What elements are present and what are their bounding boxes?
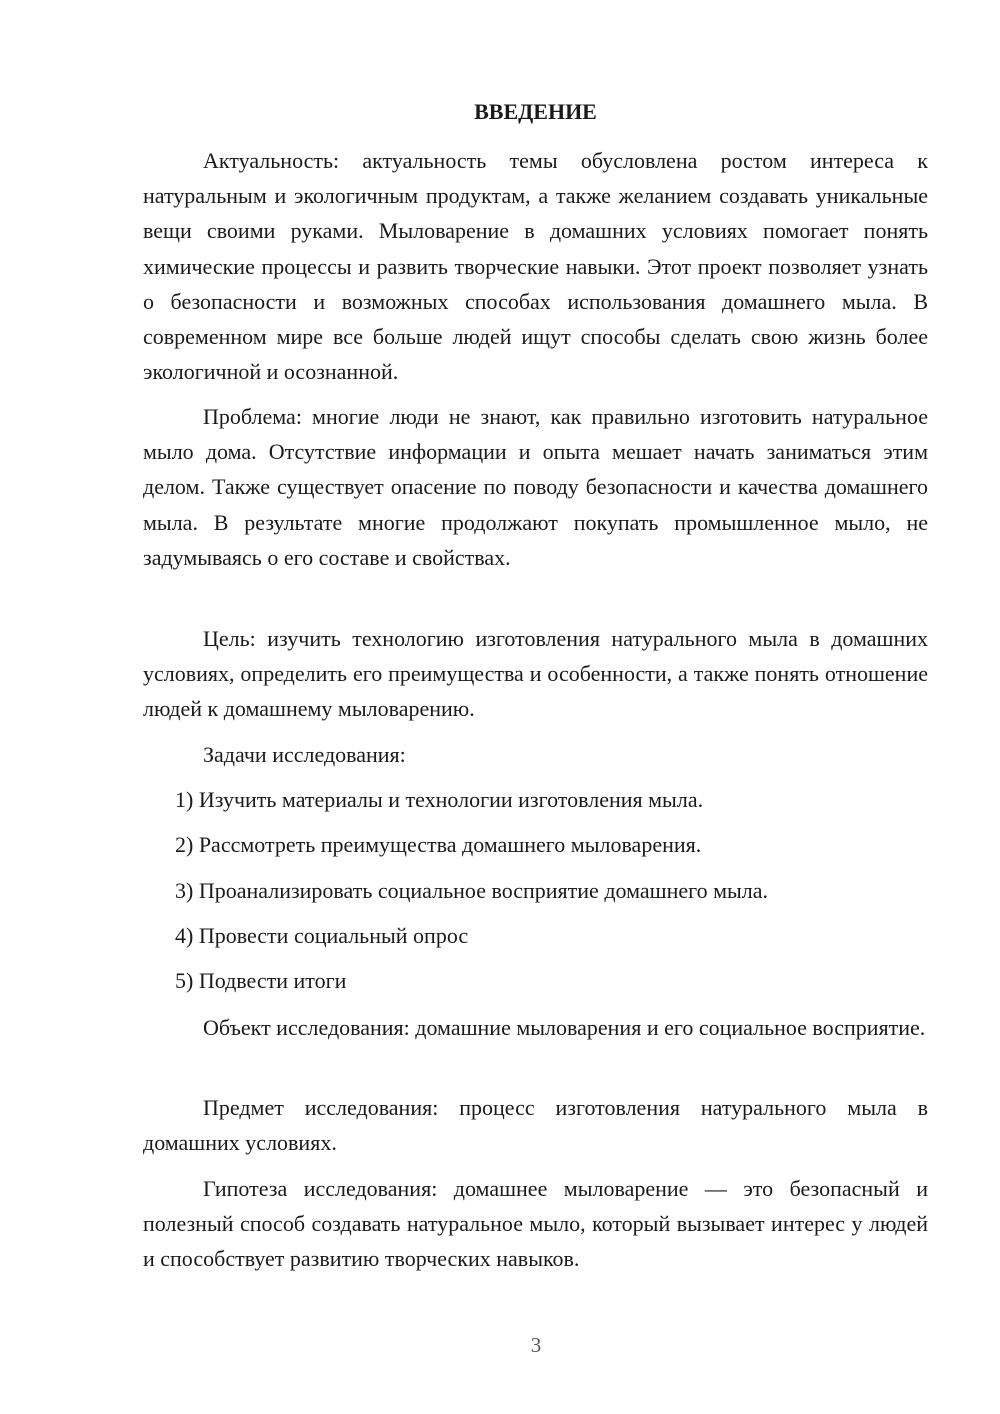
paragraph-goal: Цель: изучить технологию изготовления натурального мыла в домашних условиях, определить его преимущества и особенности, а также понять отношение людей к домашнему мыловарению. — [143, 626, 928, 722]
page-number: 3 — [530, 1333, 542, 1357]
paragraph-object: Объект исследования: домашние мыловарения и его социальное восприятие. — [203, 1015, 926, 1040]
paragraph-subject: Предмет исследования: процесс изготовления натурального мыла в домашних условиях. — [143, 1095, 928, 1156]
paragraph-relevance: Актуальность: актуальность темы обусловлена ростом интереса к натуральным и экологичным продуктам, а также желанием создавать уникальные вещи своими руками. Мыловарение в домашних условиях помогает понять химические процессы и развить творческие навыки. Этот проект позволяет узнать о безопасности и возможных способах использования домашнего мыла. В современном мире все больше людей ищут способы сделать свою жизнь более экологичной и осознанной. — [143, 148, 928, 385]
tasks-heading: Задачи исследования: — [203, 742, 406, 767]
paragraph-hypothesis: Гипотеза исследования: домашнее мыловарение — это безопасный и полезный способ создавать натуральное мыло, который вызывает интерес у людей и способствует развитию творческих навыков. — [143, 1176, 928, 1272]
task-item-2: 2) Рассмотреть преимущества домашнего мыловарения. — [175, 832, 702, 857]
section-title: ВВЕДЕНИЕ — [474, 99, 597, 124]
task-item-5: 5) Подвести итоги — [175, 968, 347, 993]
paragraph-problem: Проблема: многие люди не знают, как правильно изготовить натуральное мыло дома. Отсутствие информации и опыта мешает начать заниматься этим делом. Также существует опасение по поводу безопасности и качества домашнего мыла. В результате многие продолжают покупать промышленное мыло, не задумываясь о его составе и свойствах. — [143, 404, 928, 570]
task-item-4: 4) Провести социальный опрос — [175, 923, 469, 948]
task-item-1: 1) Изучить материалы и технологии изготовления мыла. — [175, 787, 704, 812]
task-item-3: 3) Проанализировать социальное восприятие домашнего мыла. — [175, 878, 769, 903]
